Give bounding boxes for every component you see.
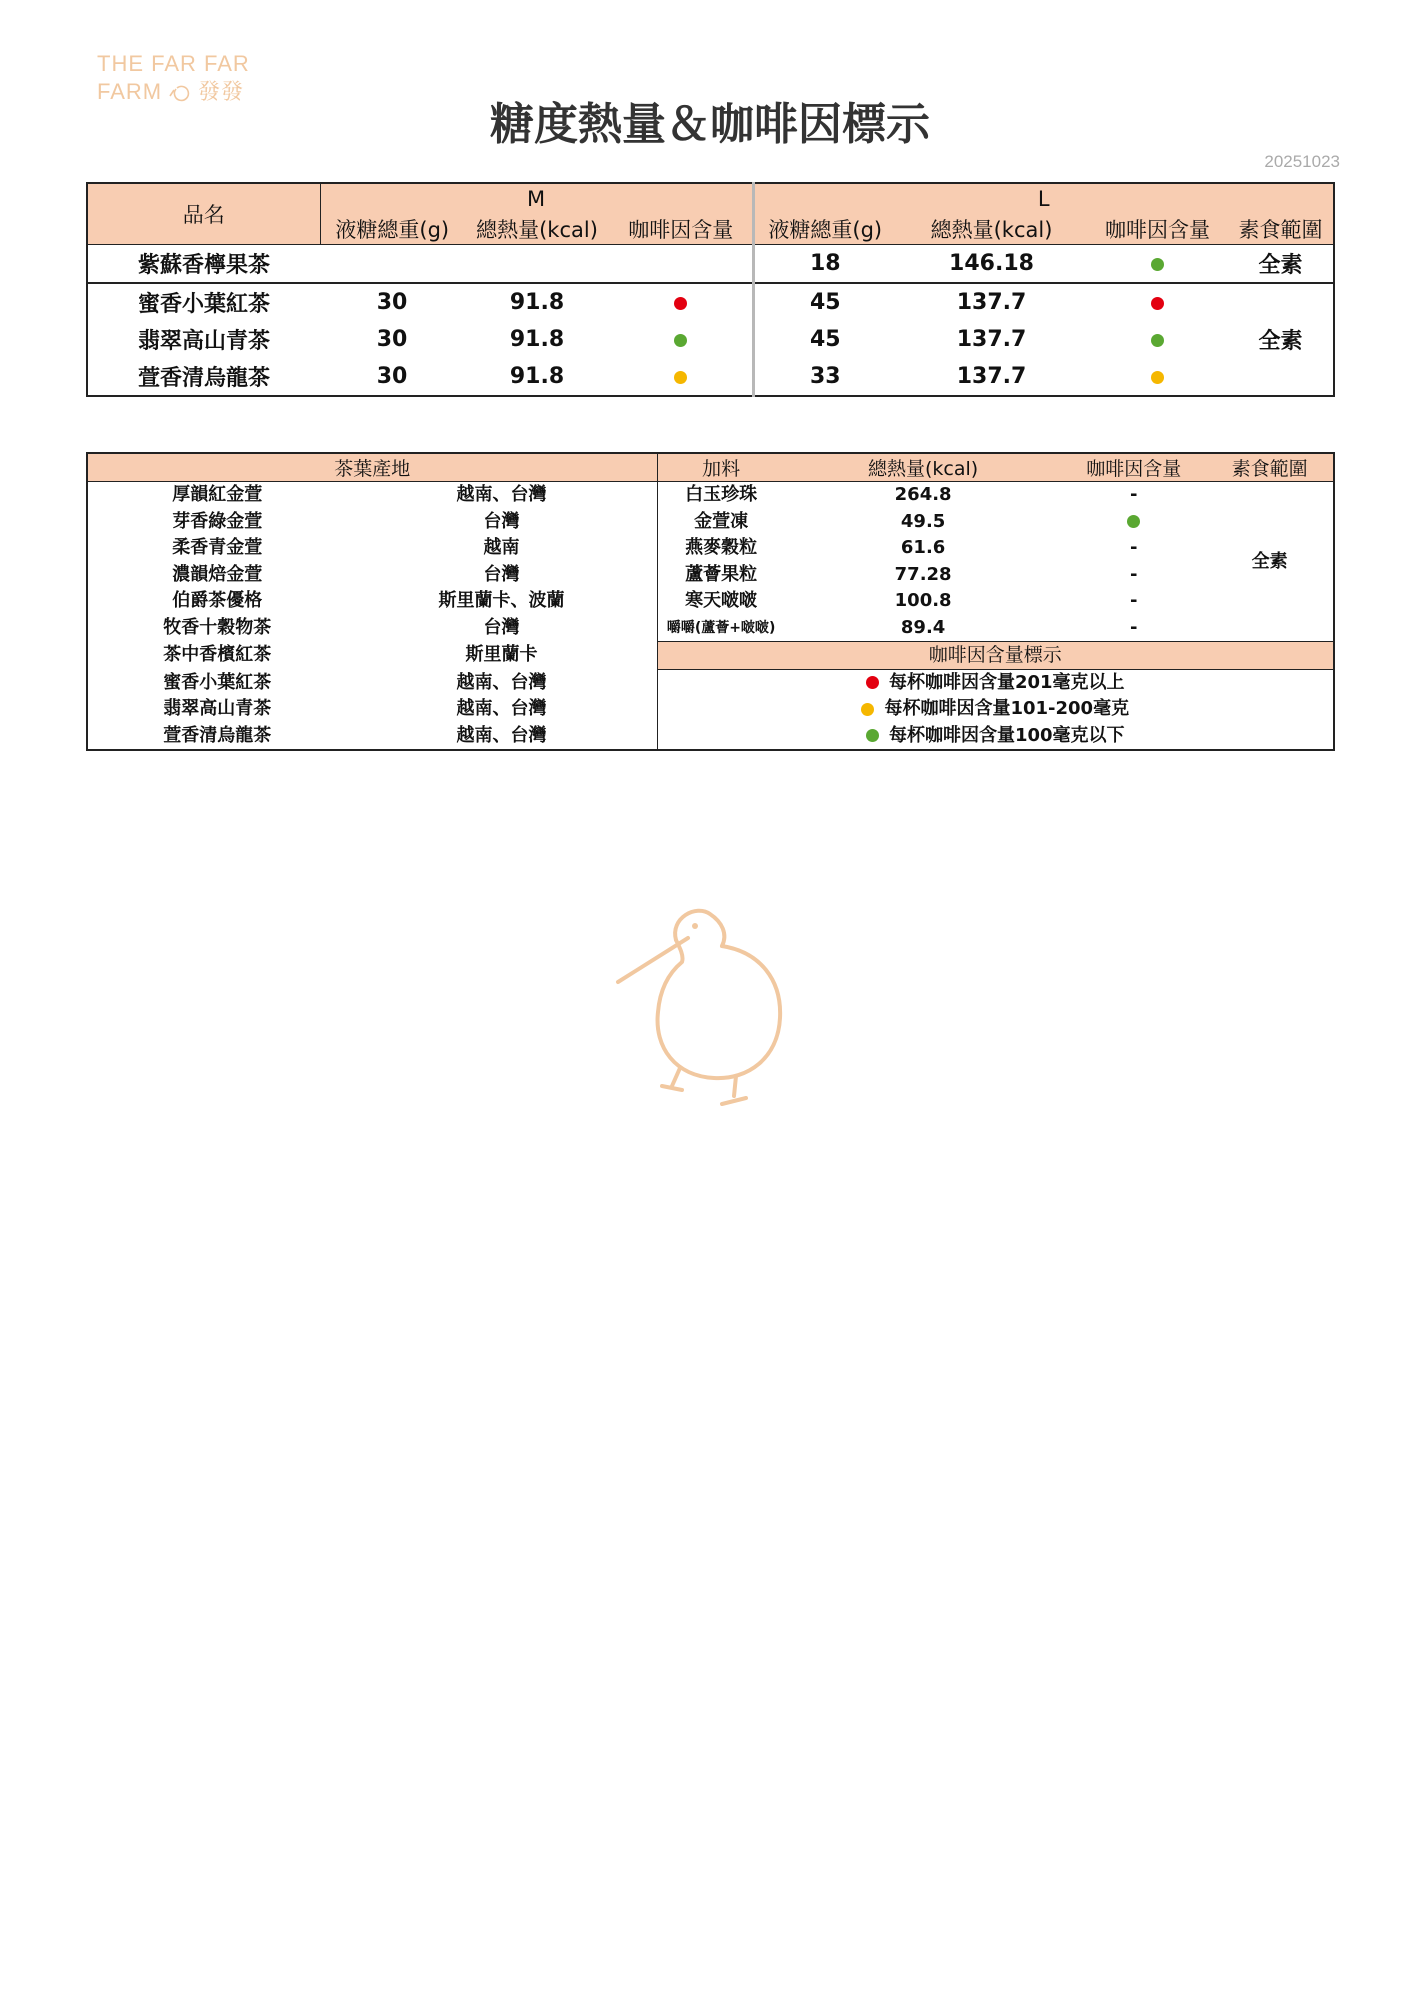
header-topping-vegetarian: 素食範圍 <box>1206 453 1334 482</box>
topping-kcal: 89.4 <box>900 616 946 638</box>
tea-name: 厚韻紅金萱 <box>172 484 263 506</box>
legend-dot-red <box>866 676 879 689</box>
vegetarian: 全素 <box>1258 329 1303 354</box>
caffeine-dot-red <box>1151 297 1164 310</box>
l-kcal: 137.7 <box>956 364 1027 389</box>
l-sugar: 18 <box>753 245 896 284</box>
l-caffeine <box>1087 358 1228 396</box>
table-row <box>87 562 1334 589</box>
m-kcal: 91.8 <box>509 290 565 315</box>
table-row <box>87 283 1334 321</box>
vegetarian: 全素 <box>1228 245 1334 284</box>
m-sugar: 30 <box>376 364 408 389</box>
topping-caffeine <box>1061 509 1206 536</box>
table-row <box>87 615 1334 642</box>
legend-dot-yellow <box>861 703 874 716</box>
legend-text: 每杯咖啡因含量101-200毫克 <box>884 698 1130 720</box>
topping-kcal: 49.5 <box>900 510 946 532</box>
topping-name: 寒天啵啵 <box>685 590 758 612</box>
tea-name: 濃韻焙金萱 <box>172 563 263 585</box>
l-kcal: 146.18 <box>896 245 1087 284</box>
table-row <box>87 696 1334 723</box>
l-kcal: 137.7 <box>956 327 1027 352</box>
product-name: 蜜香小葉紅茶 <box>137 292 270 317</box>
m-kcal: 91.8 <box>509 327 565 352</box>
topping-name: 白玉珍珠 <box>685 484 758 506</box>
kiwi-eye <box>692 923 698 929</box>
caffeine-dot-red <box>674 297 687 310</box>
header-topping-caffeine: 咖啡因含量 <box>1061 453 1206 482</box>
tea-name: 蜜香小葉紅茶 <box>163 671 272 693</box>
header-topping-kcal: 總熱量(kcal) <box>785 453 1062 482</box>
l-sugar: 45 <box>809 290 841 315</box>
kiwi-body <box>658 940 781 1078</box>
table-row <box>87 535 1334 562</box>
header-l-caffeine: 咖啡因含量 <box>1087 214 1228 245</box>
tea-name: 茶中香檳紅茶 <box>163 644 272 666</box>
sugar-calorie-table <box>86 182 1335 397</box>
caffeine-dot-green <box>1151 334 1164 347</box>
l-caffeine <box>1087 245 1228 284</box>
caffeine-dot-green <box>674 334 687 347</box>
tea-origin: 越南、台灣 <box>347 669 657 696</box>
header-tea-origin: 茶葉產地 <box>87 453 657 482</box>
l-caffeine <box>1087 283 1228 321</box>
l-caffeine <box>1087 321 1228 358</box>
l-sugar: 45 <box>809 327 841 352</box>
caffeine-dot-yellow <box>1151 371 1164 384</box>
legend-text: 每杯咖啡因含量201毫克以上 <box>888 671 1125 693</box>
table-row <box>87 723 1334 751</box>
header-product-name: 品名 <box>87 183 320 245</box>
tea-name: 萱香清烏龍茶 <box>163 724 272 746</box>
tea-name: 芽香綠金萱 <box>172 510 263 532</box>
topping-vegetarian: 全素 <box>1251 550 1288 572</box>
legend-dot-green <box>866 729 879 742</box>
caffeine-legend-title: 咖啡因含量標示 <box>657 642 1334 670</box>
legend-item <box>657 723 1334 751</box>
tea-origin: 越南、台灣 <box>347 696 657 723</box>
header-vegetarian: 素食範圍 <box>1228 214 1334 245</box>
m-caffeine <box>610 321 753 358</box>
topping-name: 嚼嚼(蘆薈+啵啵) <box>666 619 776 636</box>
logo-line1: THE FAR FAR <box>97 51 250 76</box>
header-m-caffeine: 咖啡因含量 <box>610 214 753 245</box>
header-m-sugar: 液糖總重(g) <box>320 214 464 245</box>
m-caffeine <box>610 245 753 284</box>
m-caffeine <box>610 283 753 321</box>
header-topping: 加料 <box>657 453 785 482</box>
topping-kcal: 61.6 <box>900 537 946 559</box>
tea-origin: 斯里蘭卡 <box>347 642 657 670</box>
legend-item <box>657 696 1334 723</box>
tea-name: 伯爵茶優格 <box>172 590 263 612</box>
topping-name: 金萱凍 <box>694 510 749 532</box>
table-row <box>87 509 1334 536</box>
m-sugar: 30 <box>376 327 408 352</box>
product-name: 紫蘇香檸果茶 <box>87 245 320 284</box>
topping-name: 燕麥穀粒 <box>685 537 758 559</box>
m-kcal <box>464 245 610 284</box>
m-sugar: 30 <box>376 290 408 315</box>
caffeine-dot-yellow <box>674 371 687 384</box>
tea-name: 牧香十穀物茶 <box>163 617 272 638</box>
m-caffeine <box>610 358 753 396</box>
table-row <box>87 482 1334 509</box>
caffeine-dot-green <box>1127 515 1140 528</box>
topping-caffeine: - <box>1130 590 1138 612</box>
page-title: 糖度熱量＆咖啡因標示 <box>490 99 930 150</box>
caffeine-dot-green <box>1151 258 1164 271</box>
document-date: 20251023 <box>1264 152 1340 171</box>
table-row <box>87 245 1334 284</box>
topping-kcal: 77.28 <box>894 563 952 585</box>
tea-origin: 台灣 <box>347 562 657 589</box>
header-l-kcal: 總熱量(kcal) <box>896 214 1087 245</box>
table-row <box>87 358 1334 396</box>
product-name: 翡翠高山青茶 <box>137 329 270 354</box>
tea-origin: 越南、台灣 <box>347 482 657 509</box>
legend-text: 每杯咖啡因含量100毫克以下 <box>888 724 1125 746</box>
table-row <box>87 588 1334 615</box>
legend-item <box>657 669 1334 696</box>
m-kcal: 91.8 <box>509 364 565 389</box>
tea-name: 柔香青金萱 <box>172 537 263 559</box>
topping-caffeine: - <box>1130 484 1138 506</box>
origin-topping-table <box>86 452 1335 751</box>
table-row <box>87 642 1334 670</box>
l-kcal: 137.7 <box>956 290 1027 315</box>
topping-kcal: 100.8 <box>894 590 952 612</box>
tea-name: 翡翠高山青茶 <box>163 698 272 720</box>
header-size-m: M <box>320 183 753 214</box>
topping-caffeine: - <box>1130 537 1138 559</box>
table-row <box>87 669 1334 696</box>
topping-caffeine: - <box>1130 616 1138 638</box>
topping-name: 蘆薈果粒 <box>685 563 758 585</box>
kiwi-leg-left <box>662 1068 682 1090</box>
topping-kcal: 264.8 <box>894 484 952 506</box>
logo-line2: FARM <box>97 79 163 104</box>
topping-caffeine: - <box>1130 563 1138 585</box>
table-row <box>87 321 1334 358</box>
tea-origin: 台灣 <box>347 509 657 536</box>
header-size-l: L <box>1037 187 1050 211</box>
header-m-kcal: 總熱量(kcal) <box>464 214 610 245</box>
tea-origin: 越南、台灣 <box>347 723 657 751</box>
logo-chinese: 發發 <box>198 79 245 104</box>
tea-origin: 斯里蘭卡、波蘭 <box>347 588 657 615</box>
tea-origin: 越南 <box>347 535 657 562</box>
tea-origin: 台灣 <box>347 615 657 642</box>
header-l-sugar: 液糖總重(g) <box>753 214 896 245</box>
kiwi-bird-illustration <box>610 900 820 1110</box>
kiwi-leg-right <box>722 1076 746 1104</box>
l-sugar: 33 <box>809 364 841 389</box>
m-sugar <box>320 245 464 284</box>
product-name: 萱香清烏龍茶 <box>137 366 270 391</box>
